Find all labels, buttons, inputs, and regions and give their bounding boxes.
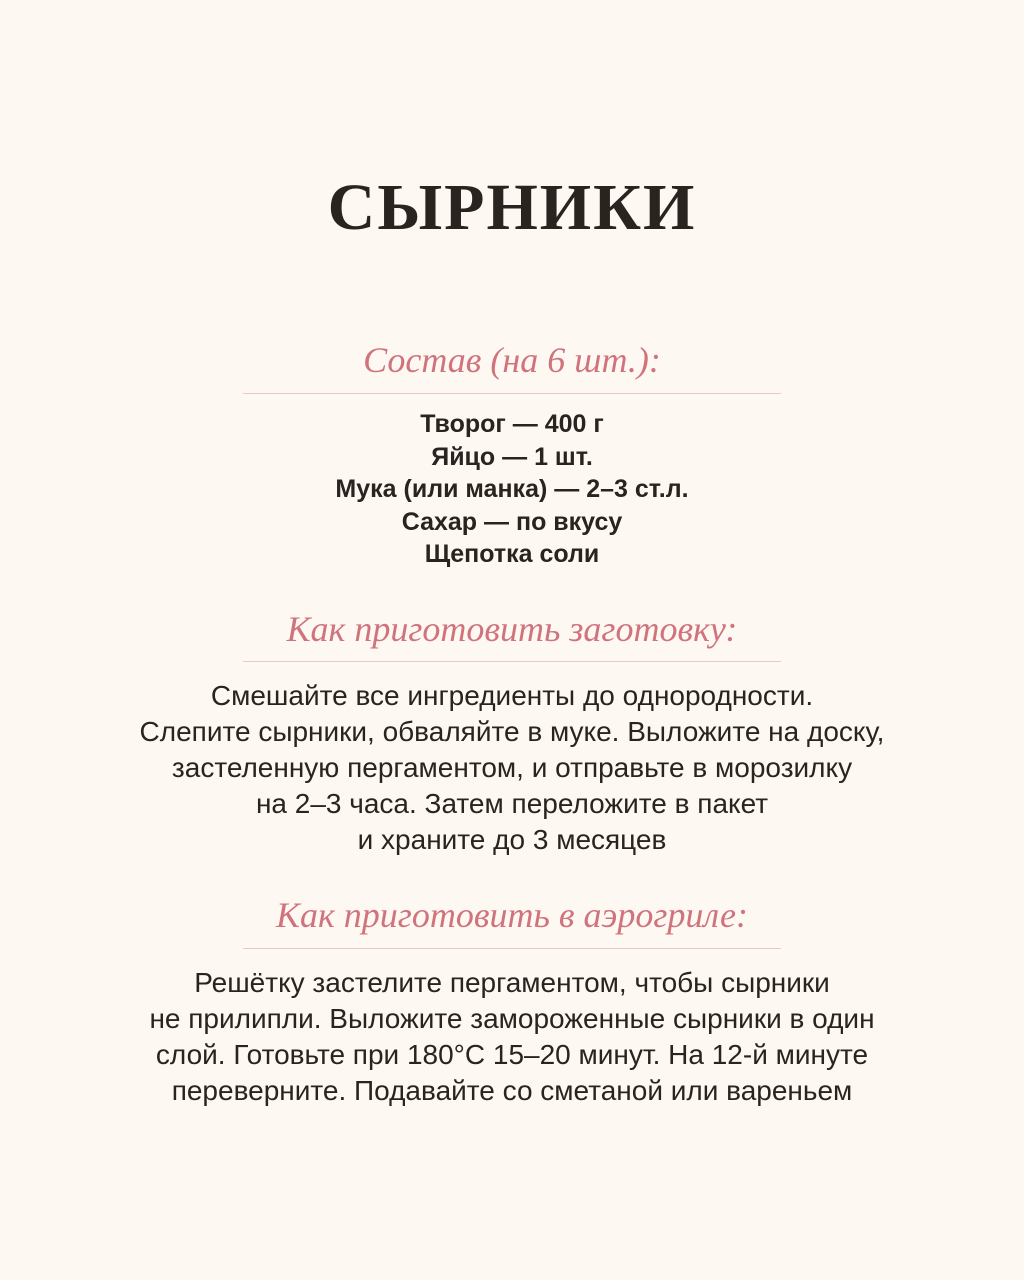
- prep-line: застеленную пергаментом, и отправьте в морозилку: [171, 752, 853, 783]
- ingredient-item: Мука (или манка) — 2–3 ст.л.: [335, 475, 689, 503]
- prep-divider: [243, 661, 781, 662]
- ingredient-item: Сахар — по вкусу: [401, 507, 623, 536]
- prep-instructions: [0, 678, 1024, 858]
- airfryer-instructions: [0, 965, 1024, 1109]
- prep-line: Смешайте все ингредиенты до однородности.: [210, 680, 814, 711]
- prep-heading: Как приготовить заготовку:: [286, 609, 738, 649]
- ingredient-item: Творог — 400 г: [420, 410, 604, 438]
- airfryer-line: слой. Готовьте при 180°С 15–20 минут. На 12-й минуте: [155, 1039, 869, 1070]
- page-title: СЫРНИКИ: [327, 171, 697, 244]
- airfryer-line: не прилипли. Выложите замороженные сырники в один: [149, 1003, 875, 1034]
- airfryer-divider: [243, 948, 781, 949]
- prep-line: на 2–3 часа. Затем переложите в пакет: [255, 788, 769, 819]
- composition-heading: Состав (на 6 шт.):: [363, 340, 661, 380]
- prep-line: и храните до 3 месяцев: [357, 824, 667, 855]
- prep-line: Слепите сырники, обваляйте в муке. Выложите на доску,: [139, 716, 885, 747]
- ingredient-item: Яйцо — 1 шт.: [431, 442, 593, 471]
- airfryer-heading: Как приготовить в аэрогриле:: [276, 895, 748, 935]
- ingredient-item: Щепотка соли: [424, 540, 600, 568]
- airfryer-line: переверните. Подавайте со сметаной или вареньем: [171, 1075, 853, 1106]
- ingredient-list: [0, 408, 1024, 571]
- airfryer-line: Решётку застелите пергаментом, чтобы сырники: [194, 967, 830, 998]
- composition-divider: [243, 393, 781, 394]
